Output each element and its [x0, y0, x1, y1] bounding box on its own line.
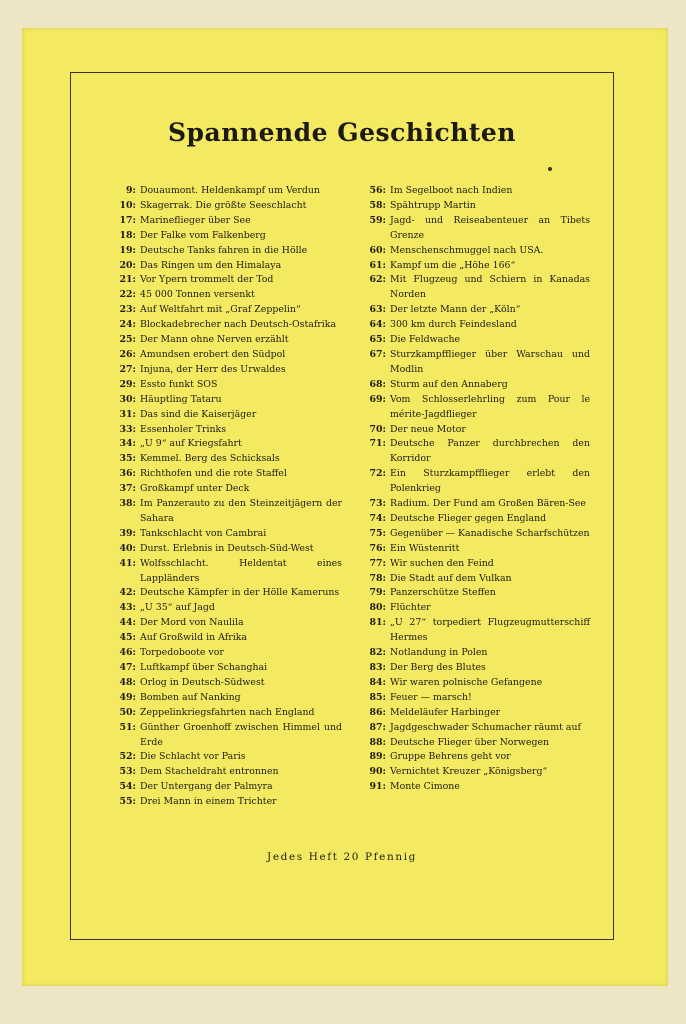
story-number: 55:: [119, 796, 136, 808]
story-entry: [90, 318, 342, 333]
story-entry: [348, 527, 590, 542]
story-number: 90:: [369, 766, 386, 778]
story-title: Panzerschütze Steffen: [390, 587, 496, 599]
story-title: Ein Wüstenritt: [390, 542, 460, 554]
story-number: 62:: [369, 274, 386, 286]
story-entry: [348, 318, 590, 333]
story-title: Skagerrak. Die größte Seeschlacht: [140, 199, 307, 211]
story-entry: [90, 631, 342, 646]
story-number: 87:: [369, 721, 386, 733]
story-entry: [90, 214, 342, 229]
story-number: 64:: [369, 319, 386, 331]
story-entry: [90, 497, 342, 527]
story-title: Kampf um die „Höhe 166“: [390, 259, 516, 271]
story-entry: [90, 288, 342, 303]
story-number: 41:: [119, 557, 136, 569]
story-entry: [90, 765, 342, 780]
story-entry: [90, 706, 342, 721]
story-number: 85:: [369, 691, 386, 703]
story-entry: [90, 601, 342, 616]
story-title: Vom Schlosserlehrling zum Pour le mérite-Jagdflieger: [390, 393, 590, 420]
story-title: Im Panzerauto zu den Steinzeitjägern der Sahara: [140, 498, 342, 524]
story-number: 76:: [369, 542, 386, 554]
story-number: 20:: [119, 259, 136, 271]
story-entry: [90, 452, 342, 467]
story-entry: [348, 616, 590, 646]
story-title: Häuptling Tataru: [140, 393, 222, 405]
story-entry: [90, 467, 342, 482]
story-entry: [348, 646, 590, 661]
story-number: 68:: [369, 378, 386, 390]
story-title: Der Mord von Naulila: [140, 617, 244, 629]
story-entry: [348, 676, 590, 691]
story-title: Der Untergang der Palmyra: [140, 781, 273, 793]
story-entry: [348, 691, 590, 706]
story-entry: [348, 378, 590, 393]
story-list-left: [90, 184, 342, 810]
story-entry: [348, 601, 590, 616]
story-number: 79:: [369, 587, 386, 599]
story-entry: [90, 795, 342, 810]
story-entry: [348, 467, 590, 497]
story-entry: [90, 303, 342, 318]
story-entry: [348, 393, 590, 423]
story-entry: [90, 184, 342, 199]
story-title: Monte Cimone: [390, 781, 460, 793]
story-title: Luftkampf über Schanghai: [140, 662, 268, 673]
story-title: Drei Mann in einem Trichter: [140, 796, 277, 808]
story-number: 37:: [119, 483, 136, 495]
story-entry: [90, 363, 342, 378]
story-number: 36:: [119, 468, 136, 480]
story-title: Auf Weltfahrt mit „Graf Zeppelin“: [140, 304, 301, 316]
story-title: Der Berg des Blutes: [390, 662, 486, 673]
story-entry: [90, 348, 342, 363]
story-number: 35:: [119, 453, 136, 465]
story-title: Wir waren polnische Gefangene: [390, 676, 543, 688]
story-number: 27:: [119, 363, 136, 375]
story-entry: [90, 586, 342, 601]
story-title: Douaumont. Heldenkampf um Verdun: [140, 185, 320, 196]
story-number: 31:: [119, 408, 136, 420]
story-number: 40:: [119, 542, 136, 554]
story-entry: [90, 557, 342, 587]
story-entry: [90, 661, 342, 676]
story-title: Orlog in Deutsch-Südwest: [140, 676, 265, 688]
story-title: Amundsen erobert den Südpol: [140, 348, 286, 360]
story-title: Die Feldwache: [390, 334, 461, 346]
story-title: Wir suchen den Feind: [390, 557, 494, 569]
story-number: 72:: [369, 468, 386, 480]
story-entry: [90, 244, 342, 259]
story-number: 18:: [119, 229, 136, 241]
story-number: 74:: [369, 512, 386, 524]
story-title: Die Schlacht vor Paris: [140, 751, 246, 763]
story-number: 65:: [369, 334, 386, 346]
story-number: 69:: [369, 393, 386, 405]
story-title: Notlandung in Polen: [390, 647, 488, 659]
story-number: 88:: [369, 736, 386, 748]
story-number: 86:: [369, 706, 386, 718]
story-number: 21:: [119, 274, 136, 286]
story-number: 30:: [119, 393, 136, 405]
story-entry: [348, 259, 590, 274]
story-entry: [348, 437, 590, 467]
story-title: Jagd- und Reiseabenteuer an Tibets Grenze: [390, 214, 590, 241]
story-number: 81:: [369, 617, 386, 629]
story-title: Zeppelinkriegsfahrten nach England: [140, 706, 315, 718]
story-number: 10:: [119, 199, 136, 211]
story-title: Injuna, der Herr des Urwaldes: [140, 363, 286, 375]
story-entry: [90, 780, 342, 795]
story-title: „U 27“ torpediert Flugzeugmutterschiff Hermes: [390, 617, 590, 644]
story-entry: [348, 750, 590, 765]
story-number: 34:: [119, 438, 136, 450]
story-title: Essto funkt SOS: [140, 378, 218, 390]
story-title: Der letzte Mann der „Köln“: [390, 304, 521, 316]
story-entry: [348, 333, 590, 348]
story-entry: [348, 586, 590, 601]
story-number: 58:: [369, 199, 386, 211]
story-number: 73:: [369, 498, 386, 510]
story-number: 50:: [119, 706, 136, 718]
story-number: 84:: [369, 676, 386, 688]
story-number: 53:: [119, 766, 136, 778]
story-entry: [90, 423, 342, 438]
story-title: Mit Flugzeug und Schiern in Kanadas Norden: [390, 274, 590, 301]
story-number: 71:: [369, 438, 386, 450]
story-number: 26:: [119, 348, 136, 360]
story-title: Ein Sturzkampfflieger erlebt den Polenkrieg: [390, 468, 590, 495]
story-title: Essenholer Trinks: [140, 423, 227, 435]
story-title: Dem Stacheldraht entronnen: [140, 766, 279, 778]
story-title: Vor Ypern trommelt der Tod: [140, 274, 274, 286]
story-title: Sturzkampfflieger über Warschau und Modlin: [390, 348, 590, 375]
story-number: 9:: [126, 185, 136, 196]
story-entry: [348, 214, 590, 244]
story-title: Marineflieger über See: [140, 214, 251, 226]
story-number: 70:: [369, 423, 386, 435]
story-entry: [348, 273, 590, 303]
ink-speck: [548, 167, 552, 171]
story-number: 77:: [369, 557, 386, 569]
story-title: Gegenüber — Kanadische Scharfschützen: [390, 527, 590, 539]
story-number: 22:: [119, 289, 136, 301]
story-entry: [348, 497, 590, 512]
story-number: 59:: [369, 214, 386, 226]
story-number: 83:: [369, 662, 386, 673]
story-number: 44:: [119, 617, 136, 629]
story-entry: [348, 557, 590, 572]
story-number: 60:: [369, 244, 386, 256]
story-title: Deutsche Flieger gegen England: [390, 512, 547, 524]
story-title: Meldeläufer Harbinger: [390, 706, 501, 718]
story-title: Auf Großwild in Afrika: [140, 632, 247, 644]
story-title: Der neue Motor: [390, 423, 466, 435]
story-number: 29:: [119, 378, 136, 390]
story-entry: [90, 646, 342, 661]
story-entry: [348, 542, 590, 557]
story-title: Im Segelboot nach Indien: [390, 185, 513, 196]
story-entry: [90, 721, 342, 751]
story-title: Sturm auf den Annaberg: [390, 378, 508, 390]
story-number: 43:: [119, 602, 136, 614]
story-title: Richthofen und die rote Staffel: [140, 468, 287, 480]
story-number: 23:: [119, 304, 136, 316]
story-entry: [90, 542, 342, 557]
story-entry: [90, 229, 342, 244]
story-number: 33:: [119, 423, 136, 435]
story-entry: [348, 423, 590, 438]
story-entry: [348, 199, 590, 214]
story-number: 19:: [119, 244, 136, 256]
story-entry: [90, 393, 342, 408]
story-number: 91:: [369, 781, 386, 793]
story-number: 78:: [369, 572, 386, 584]
story-title: Deutsche Tanks fahren in die Hölle: [140, 244, 308, 256]
story-entry: [90, 616, 342, 631]
story-number: 45:: [119, 632, 136, 644]
story-title: Deutsche Panzer durchbrechen den Korridor: [390, 438, 590, 465]
story-number: 47:: [119, 662, 136, 673]
story-entry: [90, 676, 342, 691]
story-entry: [348, 765, 590, 780]
story-entry: [90, 482, 342, 497]
story-number: 24:: [119, 319, 136, 331]
story-entry: [348, 661, 590, 676]
story-title: Der Mann ohne Nerven erzählt: [140, 334, 289, 346]
story-number: 61:: [369, 259, 386, 271]
story-title: Deutsche Flieger über Norwegen: [390, 736, 550, 748]
story-entry: [348, 244, 590, 259]
story-entry: [348, 780, 590, 795]
story-number: 48:: [119, 676, 136, 688]
story-title: Spähtrupp Martin: [390, 199, 476, 211]
story-number: 82:: [369, 647, 386, 659]
story-number: 25:: [119, 334, 136, 346]
story-number: 42:: [119, 587, 136, 599]
story-number: 80:: [369, 602, 386, 614]
story-number: 39:: [119, 527, 136, 539]
story-number: 89:: [369, 751, 386, 763]
story-entry: [90, 750, 342, 765]
story-title: Jagdgeschwader Schumacher räumt auf: [390, 721, 581, 733]
story-number: 52:: [119, 751, 136, 763]
story-title: Radium. Der Fund am Großen Bären-See: [390, 498, 586, 510]
story-number: 38:: [119, 498, 136, 510]
story-entry: [90, 437, 342, 452]
story-entry: [348, 512, 590, 527]
story-title: Durst. Erlebnis in Deutsch-Süd-West: [140, 542, 314, 554]
story-entry: [90, 259, 342, 274]
story-number: 67:: [369, 348, 386, 360]
story-title: Kemmel. Berg des Schicksals: [140, 453, 280, 465]
story-number: 46:: [119, 647, 136, 659]
story-number: 51:: [119, 721, 136, 733]
story-number: 17:: [119, 214, 136, 226]
story-entry: [348, 706, 590, 721]
story-entry: [348, 721, 590, 736]
story-entry: [90, 691, 342, 706]
story-title: Torpedoboote vor: [140, 647, 224, 659]
story-entry: [348, 348, 590, 378]
story-title: 300 km durch Feindesland: [390, 319, 517, 331]
price-note: Jedes Heft 20 Pfennig: [267, 851, 417, 863]
story-entry: [90, 199, 342, 214]
story-title: Gruppe Behrens geht vor: [390, 751, 511, 763]
story-title: Menschenschmuggel nach USA.: [390, 244, 544, 256]
story-title: Flüchter: [390, 602, 431, 614]
story-title: „U 9“ auf Kriegsfahrt: [140, 438, 242, 450]
story-title: „U 35“ auf Jagd: [140, 602, 215, 614]
story-entry: [348, 184, 590, 199]
story-title: Blockadebrecher nach Deutsch-Ostafrika: [140, 319, 337, 331]
story-title: Günther Groenhoff zwischen Himmel und Erde: [140, 721, 342, 748]
story-title: Deutsche Kämpfer in der Hölle Kameruns: [140, 587, 340, 599]
story-title: Tankschlacht von Cambrai: [140, 527, 267, 539]
story-title: Die Stadt auf dem Vulkan: [390, 572, 512, 584]
story-title: 45 000 Tonnen versenkt: [140, 289, 255, 301]
story-title: Großkampf unter Deck: [140, 483, 250, 495]
story-title: Vernichtet Kreuzer „Königsberg“: [390, 766, 548, 778]
story-entry: [348, 736, 590, 751]
story-number: 54:: [119, 781, 136, 793]
story-title: Der Falke vom Falkenberg: [140, 229, 266, 241]
story-title: Bomben auf Nanking: [140, 691, 241, 703]
story-entry: [90, 527, 342, 542]
story-entry: [90, 333, 342, 348]
story-title: Das sind die Kaiserjäger: [140, 408, 257, 420]
story-entry: [348, 303, 590, 318]
story-number: 75:: [369, 527, 386, 539]
story-number: 49:: [119, 691, 136, 703]
story-number: 56:: [369, 185, 386, 196]
story-entry: [348, 572, 590, 587]
story-title: Wolfsschlacht. Heldentat eines Lappländers: [140, 557, 342, 584]
story-title: Feuer — marsch!: [390, 691, 472, 703]
page-title: Spannende Geschichten: [167, 118, 516, 147]
story-entry: [90, 378, 342, 393]
story-entry: [90, 273, 342, 288]
story-number: 63:: [369, 304, 386, 316]
story-title: Das Ringen um den Himalaya: [140, 259, 282, 271]
story-entry: [90, 408, 342, 423]
story-list-right: [348, 184, 590, 795]
